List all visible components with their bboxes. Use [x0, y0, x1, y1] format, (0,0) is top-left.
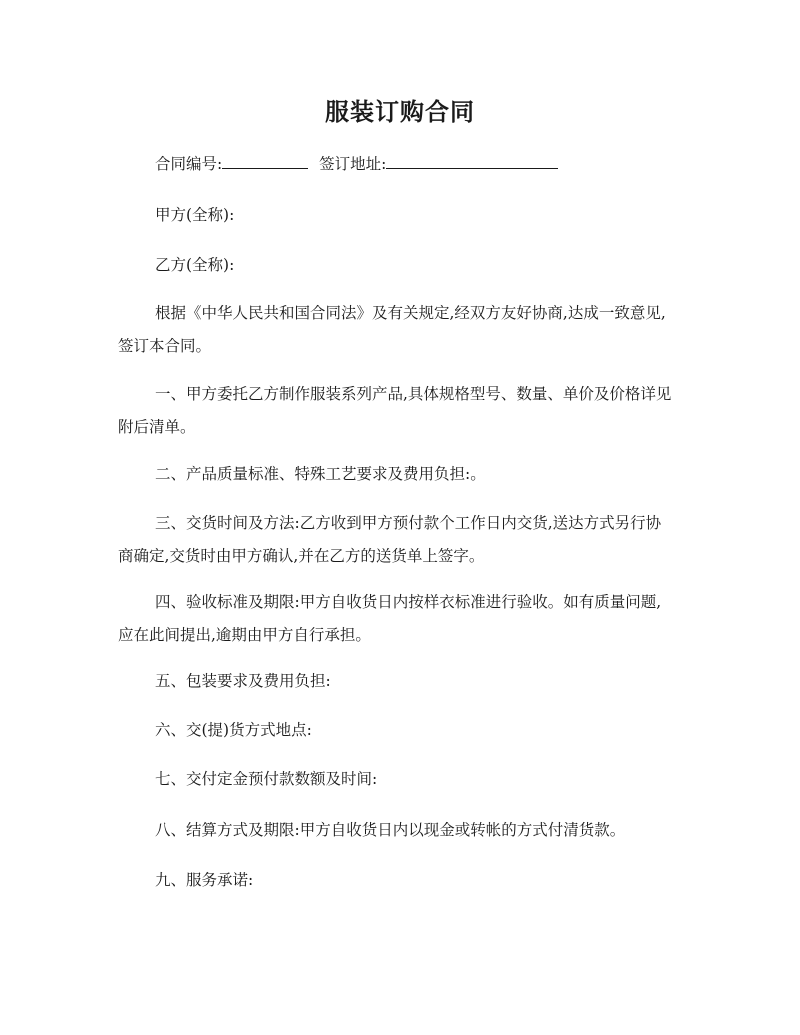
document-title: 服装订购合同 — [325, 97, 475, 126]
clause-4-line-2: 应在此间提出,逾期由甲方自行承担。 — [118, 626, 371, 644]
party-a-label: 甲方(全称): — [155, 206, 235, 224]
clause-5-line-1: 五、包装要求及费用负担: — [155, 672, 331, 690]
contract-meta-row — [118, 148, 725, 181]
party-b-label: 乙方(全称): — [155, 256, 235, 274]
clause-7-line-1: 七、交付定金预付款数额及时间: — [155, 770, 378, 788]
sign-place-label: 签订地址: — [319, 155, 387, 173]
sign-place-field[interactable] — [386, 152, 558, 169]
clause-2-line-1: 二、产品质量标准、特殊工艺要求及费用负担:。 — [155, 465, 486, 483]
clause-6-line-1: 六、交(提)货方式地点: — [155, 721, 312, 739]
contract-no-field[interactable] — [222, 152, 308, 169]
preamble-line-1: 根据《中华人民共和国合同法》及有关规定,经双方友好协商,达成一致意见, — [155, 304, 666, 322]
clause-4-line-1: 四、验收标准及期限:甲方自收货日内按样衣标准进行验收。如有质量问题, — [155, 593, 662, 611]
clause-1-line-2: 附后清单。 — [118, 418, 196, 436]
clause-9-line-1: 九、服务承诺: — [155, 871, 254, 889]
clause-3-line-2: 商确定,交货时由甲方确认,并在乙方的送货单上签字。 — [118, 547, 485, 565]
clause-3-line-1: 三、交货时间及方法:乙方收到甲方预付款个工作日内交货,送达方式另行协 — [155, 514, 662, 532]
clause-8-line-1: 八、结算方式及期限:甲方自收货日内以现金或转帐的方式付清货款。 — [155, 821, 626, 839]
clause-1-line-1: 一、甲方委托乙方制作服装系列产品,具体规格型号、数量、单价及价格详见 — [155, 385, 672, 403]
contract-no-label: 合同编号: — [155, 155, 223, 173]
preamble-line-2: 签订本合同。 — [118, 337, 212, 355]
